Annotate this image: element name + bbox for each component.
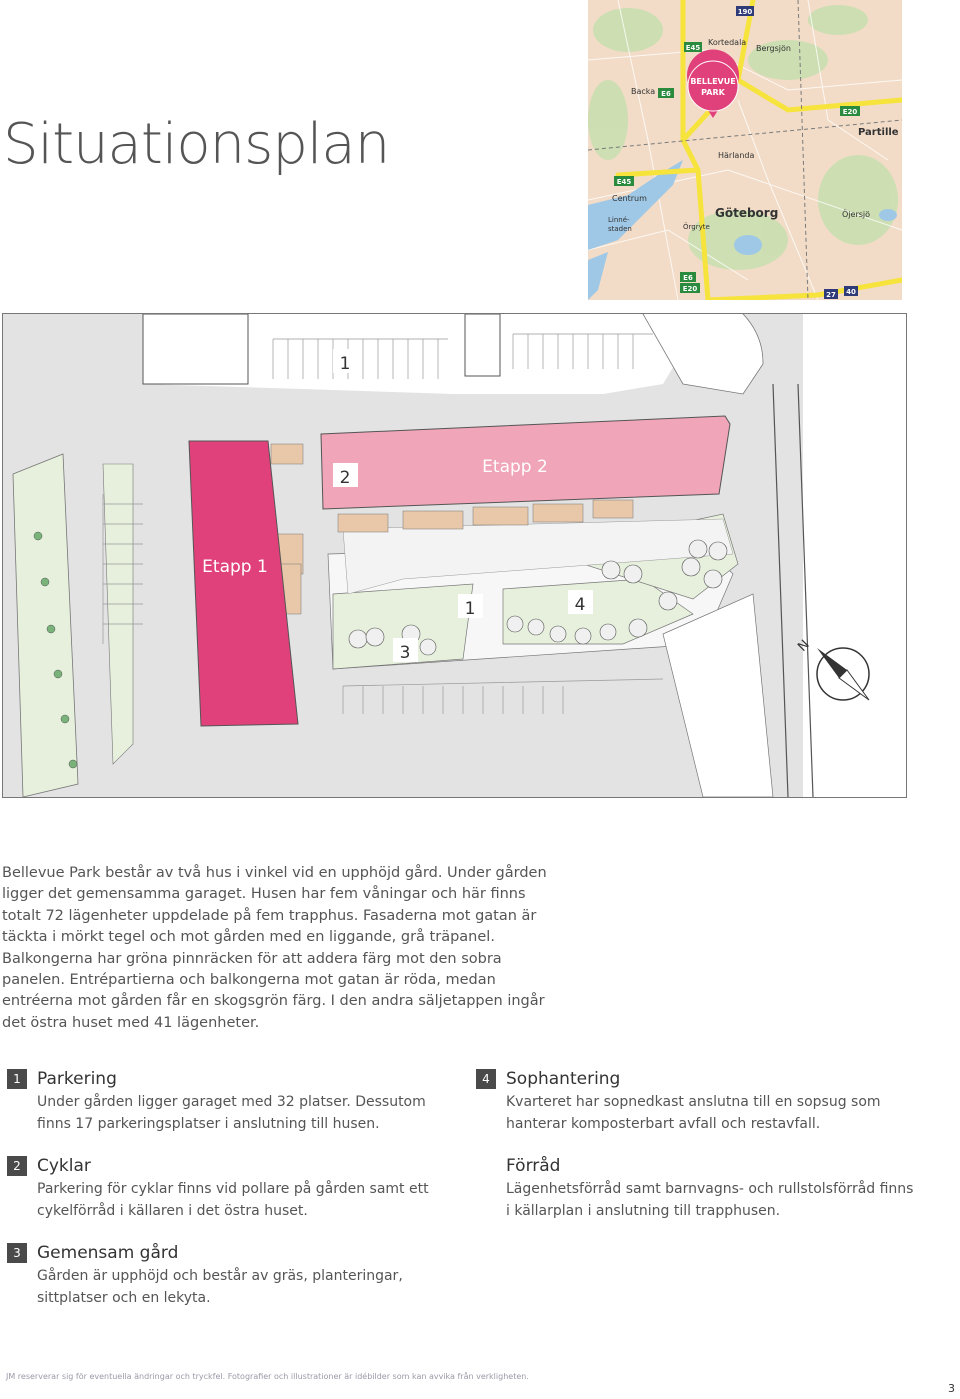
feature-text: Lägenhetsförråd samt barnvagns- och rullstolsförråd finns i källarplan i anslutning till trapphusen. [506, 1181, 914, 1219]
svg-text:Göteborg: Göteborg [715, 206, 779, 220]
svg-text:E45: E45 [685, 44, 701, 52]
feature-text: Parkering för cyklar finns vid pollare på gården samt ett cykelförråd i källaren i det östra huset. [37, 1181, 429, 1219]
svg-text:PARK: PARK [701, 88, 725, 97]
feature-title: Parkering [37, 1069, 117, 1089]
location-map [588, 0, 902, 300]
feature-title: Sophantering [506, 1069, 621, 1089]
feature-title: Cyklar [37, 1156, 91, 1176]
svg-text:N: N [795, 637, 813, 655]
feature-text: Under gården ligger garaget med 32 platser. Dessutom finns 17 parkeringsplatser i anslutning till husen. [37, 1094, 426, 1132]
place-kortedala: Kortedala [708, 38, 747, 47]
svg-text:Backa: Backa [631, 87, 656, 96]
svg-text:27: 27 [826, 291, 836, 299]
feature-court [7, 1243, 447, 1309]
label-etapp2: Etapp 2 [482, 457, 548, 477]
feature-waste [476, 1069, 916, 1135]
svg-text:Härlanda: Härlanda [718, 151, 755, 160]
badge-3: 3 [7, 1243, 27, 1263]
badge-2: 2 [7, 1156, 27, 1176]
svg-text:E20: E20 [682, 285, 698, 293]
marker-court: 3 [399, 643, 411, 663]
feature-title: Gemensam gård [37, 1243, 179, 1263]
feature-parking [7, 1069, 447, 1135]
label-etapp1: Etapp 1 [202, 557, 268, 577]
svg-text:E6: E6 [683, 274, 693, 282]
feature-text: Gården är upphöjd och består av gräs, planteringar, sittplatser och en lekyta. [37, 1268, 403, 1306]
page-number: 3 [948, 1382, 955, 1395]
svg-text:E20: E20 [842, 108, 858, 116]
svg-text:Partille: Partille [858, 127, 899, 138]
svg-text:40: 40 [846, 288, 856, 296]
marker-parking-court: 1 [464, 599, 476, 619]
intro-text: Bellevue Park består av två hus i vinkel vid en upphöjd gård. Under gården ligger det gemensamma garaget. Husen har fem våningar och här finns totalt 72 lägenheter uppdelade på fem trapphus. Fasaderna mot gatan är täckta i mörkt tegel och mot gården med en liggande, grå träpanel. Balkongerna har gröna pinnräcken för att addera färg mot den sobra panelen. Entrépartierna och balkongerna mot gatan är röda, medan entréerna mot gården får en skogsgrön färg. I den andra säljetappen ingår det östra huset med 41 lägenheter. [2, 865, 547, 1031]
svg-text:E45: E45 [616, 178, 632, 186]
site-plan [2, 313, 907, 798]
page-title: Situationsplan [3, 112, 390, 177]
marker-waste: 4 [574, 595, 586, 615]
svg-text:staden: staden [608, 225, 632, 233]
feature-storage [476, 1156, 916, 1222]
footer-disclaimer: JM reserverar sig för eventuella ändringar och tryckfel. Fotografier och illustrationer är idébilder som kan avvika från verkligheten. [6, 1372, 529, 1381]
feature-text: Kvarteret har sopnedkast anslutna till en sopsug som hanterar komposterbart avfall och restavfall. [506, 1094, 881, 1132]
marker-bikes: 2 [339, 468, 351, 488]
feature-bikes [7, 1156, 447, 1222]
badge-4: 4 [476, 1069, 496, 1089]
svg-text:BELLEVUE: BELLEVUE [690, 77, 736, 86]
svg-text:Linné-: Linné- [608, 216, 630, 224]
svg-text:Centrum: Centrum [612, 194, 647, 203]
badge-1: 1 [7, 1069, 27, 1089]
svg-text:Öjersjö: Öjersjö [842, 210, 871, 219]
feature-title: Förråd [506, 1156, 561, 1176]
marker-parking: 1 [339, 354, 351, 374]
svg-text:Bergsjön: Bergsjön [756, 44, 791, 53]
svg-text:E6: E6 [661, 90, 671, 98]
svg-text:Örgryte: Örgryte [683, 223, 710, 231]
road-190: 190 [737, 8, 753, 16]
